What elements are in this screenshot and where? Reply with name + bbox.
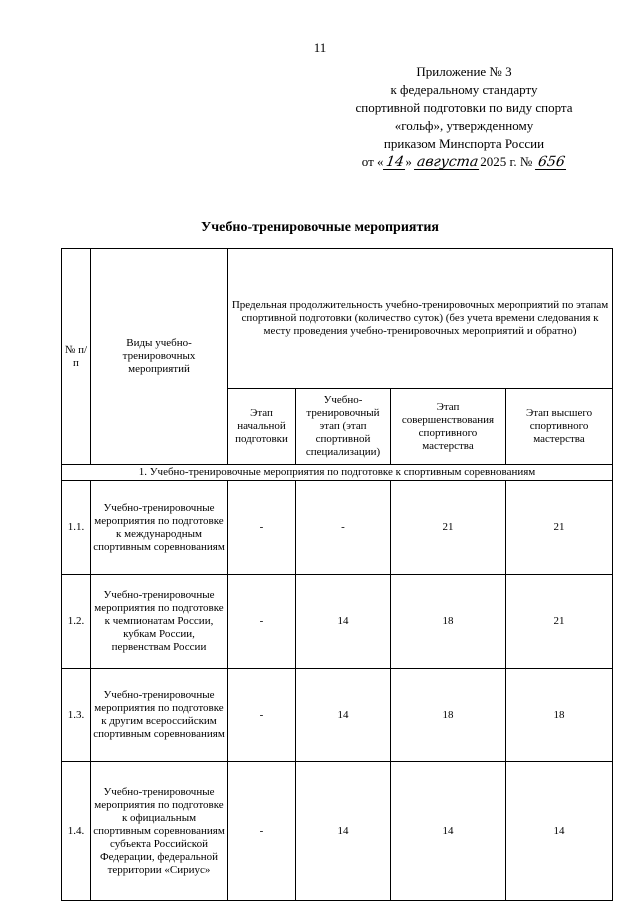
- header-stage-initial: Этап начальной подготовки: [228, 389, 296, 465]
- row-number: 1.2.: [62, 575, 91, 669]
- appendix-line: приказом Минспорта России: [383, 136, 545, 151]
- date-year: 2025 г. №: [480, 154, 533, 169]
- handwritten-day: 14: [384, 154, 405, 170]
- date-prefix: от «: [361, 154, 384, 169]
- row-value-stage2: 14: [296, 669, 391, 762]
- row-value-stage3: 18: [391, 669, 506, 762]
- appendix-date-line: [330, 153, 598, 171]
- row-value-stage2: 14: [296, 762, 391, 901]
- header-stage-training: Учебно-тренировочный этап (этап спортивной специализации): [296, 389, 391, 465]
- row-number: 1.3.: [62, 669, 91, 762]
- handwritten-month: августа: [416, 154, 480, 170]
- row-value-stage2: 14: [296, 575, 391, 669]
- table-row: [62, 669, 613, 762]
- row-event-name: Учебно-тренировочные мероприятия по подготовке к другим всероссийским спортивным соревнованиям: [91, 669, 228, 762]
- row-value-stage4: 14: [506, 762, 613, 901]
- table-header-row: [62, 249, 613, 389]
- header-stage-highest: Этап высшего спортивного мастерства: [506, 389, 613, 465]
- row-value-stage1: -: [228, 669, 296, 762]
- row-value-stage3: 18: [391, 575, 506, 669]
- table-row: [62, 481, 613, 575]
- row-value-stage4: 18: [506, 669, 613, 762]
- header-event-type: Виды учебно-тренировочных мероприятий: [91, 249, 228, 465]
- header-number: № п/п: [62, 249, 91, 465]
- row-event-name: Учебно-тренировочные мероприятия по подготовке к официальным спортивным соревнованиям субъекта Российской Федерации, федеральной территории «Сириус»: [91, 762, 228, 901]
- row-number: 1.4.: [62, 762, 91, 901]
- row-value-stage1: -: [228, 575, 296, 669]
- row-number: 1.1.: [62, 481, 91, 575]
- table-row: [62, 575, 613, 669]
- row-event-name: Учебно-тренировочные мероприятия по подготовке к международным спортивным соревнованиям: [91, 481, 228, 575]
- header-stage-improvement: Этап совершенствования спортивного мастерства: [391, 389, 506, 465]
- row-value-stage3: 14: [391, 762, 506, 901]
- page-number: 11: [313, 40, 327, 55]
- appendix-line: «гольф», утвержденному: [394, 118, 534, 133]
- row-event-name: Учебно-тренировочные мероприятия по подготовке к чемпионатам России, кубкам России, первенствам России: [91, 575, 228, 669]
- row-value-stage1: -: [228, 481, 296, 575]
- appendix-line: Приложение № 3: [416, 64, 512, 79]
- row-value-stage4: 21: [506, 575, 613, 669]
- events-table: [61, 248, 613, 901]
- date-mid: »: [405, 154, 412, 169]
- section-row: [62, 465, 613, 481]
- row-value-stage3: 21: [391, 481, 506, 575]
- section-title: 1. Учебно-тренировочные мероприятия по подготовке к спортивным соревнованиям: [62, 465, 613, 481]
- table-row: [62, 762, 613, 901]
- document-title: Учебно-тренировочные мероприятия: [201, 220, 439, 235]
- header-duration-group: Предельная продолжительность учебно-тренировочных мероприятий по этапам спортивной подготовки (количество суток) (без учета времени следования к месту проведения учебно-тренировочных мероприятий и обратно): [228, 249, 613, 389]
- row-value-stage4: 21: [506, 481, 613, 575]
- appendix-line: к федеральному стандарту: [390, 82, 538, 97]
- row-value-stage2: -: [296, 481, 391, 575]
- row-value-stage1: -: [228, 762, 296, 901]
- handwritten-number: 656: [536, 154, 566, 170]
- appendix-header: [330, 63, 598, 171]
- appendix-line: спортивной подготовки по виду спорта: [355, 100, 573, 115]
